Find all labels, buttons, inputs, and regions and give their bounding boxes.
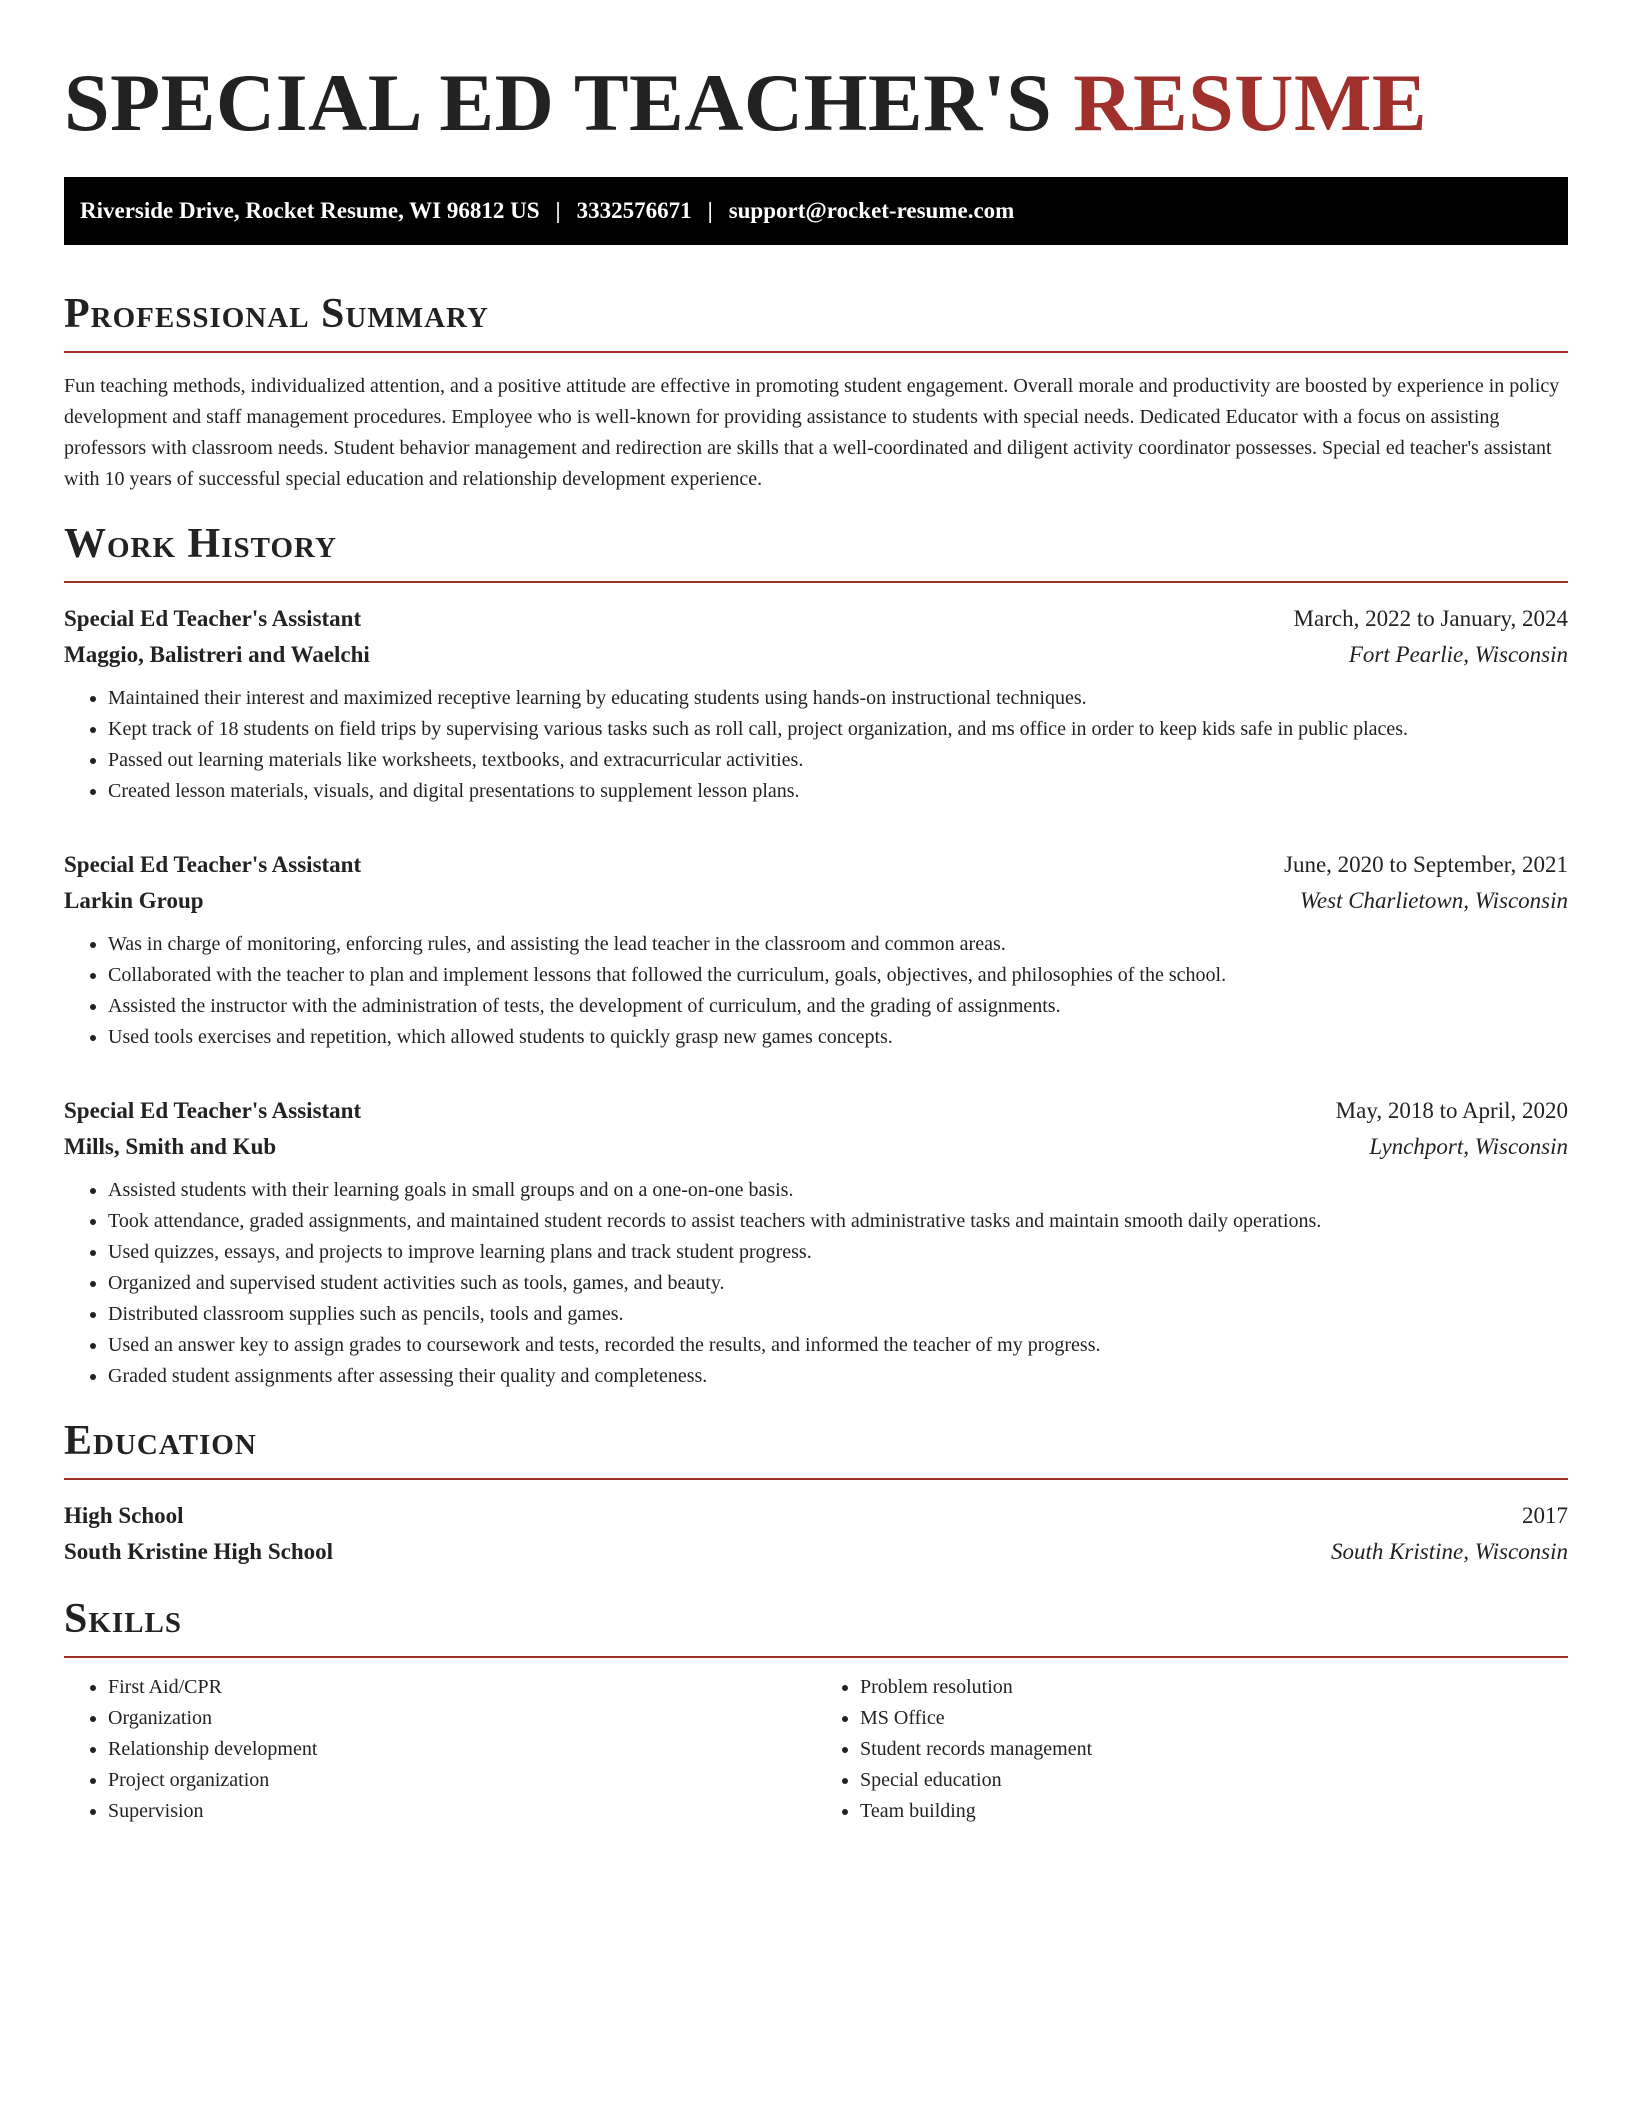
job-bullet: • Passed out learning materials like worksheets, textbooks, and extracurricular activities. xyxy=(108,745,1568,776)
job-bullet: • Distributed classroom supplies such as pencils, tools and games. xyxy=(108,1299,1568,1330)
summary-text: Fun teaching methods, individualized attention, and a positive attitude are effective in promoting student engagement. Overall morale and productivity are boosted by experience in policy development and staff management procedures. Employee who is well-known for providing assistance to students with special needs. Dedicated Educator with a focus on assisting professors with classroom needs. Student behavior management and redirection are skills that a well-coordinated and diligent activity coordinator possesses. Special ed teacher's assistant with 10 years of successful special education and relationship development experience. xyxy=(64,375,1560,490)
education-section xyxy=(64,1416,1568,1570)
job-title: Special Ed Teacher's Assistant xyxy=(64,606,362,631)
job-company: Maggio, Balistreri and Waelchi xyxy=(64,642,370,667)
job-dates: June, 2020 to September, 2021 xyxy=(1284,852,1568,877)
education-location: South Kristine, Wisconsin xyxy=(1330,1539,1568,1564)
skill-item: • Organization xyxy=(108,1703,816,1734)
section-divider xyxy=(64,1656,1568,1658)
skill-item: • Problem resolution xyxy=(860,1672,1568,1703)
job-bullet: • Assisted the instructor with the administration of tests, the development of curriculum, and the grading of assignments. xyxy=(108,991,1568,1022)
title-main: SPECIAL ED TEACHER'S xyxy=(64,57,1053,148)
skill-item: • Special education xyxy=(860,1765,1568,1796)
job-location: West Charlietown, Wisconsin xyxy=(1299,888,1568,913)
job-company: Larkin Group xyxy=(64,888,204,913)
education-heading: Education xyxy=(64,1418,257,1464)
job-bullet: • Used an answer key to assign grades to coursework and tests, recorded the results, and informed the teacher of my progress. xyxy=(108,1330,1568,1361)
skill-item: • MS Office xyxy=(860,1703,1568,1734)
education-subheader xyxy=(64,1534,1568,1570)
skills-list-left xyxy=(64,1672,816,1827)
job-bullet: • Kept track of 18 students on field trips by supervising various tasks such as roll call, project organization, and ms office in order to keep kids safe in public places. xyxy=(108,714,1568,745)
job-dates: March, 2022 to January, 2024 xyxy=(1293,606,1568,631)
skill-item: • Student records management xyxy=(860,1734,1568,1765)
skill-item: • First Aid/CPR xyxy=(108,1672,816,1703)
education-degree: High School xyxy=(64,1503,184,1528)
skills-list-right xyxy=(816,1672,1568,1827)
job-subheader xyxy=(64,883,1568,919)
job-dates: May, 2018 to April, 2020 xyxy=(1335,1098,1568,1123)
job-bullets xyxy=(64,929,1568,1053)
contact-address: Riverside Drive, Rocket Resume, WI 96812 US xyxy=(80,198,540,223)
education-year: 2017 xyxy=(1522,1503,1568,1528)
job-company: Mills, Smith and Kub xyxy=(64,1134,277,1159)
job-bullet: • Used tools exercises and repetition, which allowed students to quickly grasp new games concepts. xyxy=(108,1022,1568,1053)
skills-heading: Skills xyxy=(64,1596,183,1642)
job-bullet: • Used quizzes, essays, and projects to improve learning plans and track student progress. xyxy=(108,1237,1568,1268)
job-entry xyxy=(64,601,1568,807)
job-header xyxy=(64,1093,1568,1129)
education-header xyxy=(64,1498,1568,1534)
summary-section xyxy=(64,289,1568,495)
skills-columns xyxy=(64,1672,1568,1827)
section-divider xyxy=(64,351,1568,353)
job-title: Special Ed Teacher's Assistant xyxy=(64,852,362,877)
job-bullet: • Graded student assignments after assessing their quality and completeness. xyxy=(108,1361,1568,1392)
job-bullet: • Was in charge of monitoring, enforcing rules, and assisting the lead teacher in the classroom and common areas. xyxy=(108,929,1568,960)
job-bullets xyxy=(64,683,1568,807)
education-entry xyxy=(64,1498,1568,1570)
job-bullet: • Created lesson materials, visuals, and digital presentations to supplement lesson plans. xyxy=(108,776,1568,807)
job-header xyxy=(64,847,1568,883)
job-bullet: • Maintained their interest and maximized receptive learning by educating students using hands-on instructional techniques. xyxy=(108,683,1568,714)
skill-item: • Supervision xyxy=(108,1796,816,1827)
job-subheader xyxy=(64,1129,1568,1165)
job-entry xyxy=(64,847,1568,1053)
resume-title xyxy=(64,54,1568,152)
skill-item: • Relationship development xyxy=(108,1734,816,1765)
work-history-section xyxy=(64,519,1568,1392)
section-divider xyxy=(64,581,1568,583)
job-title: Special Ed Teacher's Assistant xyxy=(64,1098,362,1123)
job-entry xyxy=(64,1093,1568,1392)
job-subheader xyxy=(64,637,1568,673)
contact-bar xyxy=(64,177,1568,245)
contact-phone: 3332576671 xyxy=(576,198,692,223)
contact-separator: | xyxy=(555,198,561,223)
job-location: Lynchport, Wisconsin xyxy=(1369,1134,1568,1159)
contact-separator: | xyxy=(707,198,713,223)
job-header xyxy=(64,601,1568,637)
contact-email: support@rocket-resume.com xyxy=(728,198,1015,223)
summary-heading: Professional Summary xyxy=(64,291,489,337)
section-divider xyxy=(64,1478,1568,1480)
education-school: South Kristine High School xyxy=(64,1539,334,1564)
job-bullet: • Took attendance, graded assignments, and maintained student records to assist teachers with administrative tasks and maintain smooth daily operations. xyxy=(108,1206,1568,1237)
job-location: Fort Pearlie, Wisconsin xyxy=(1348,642,1568,667)
skill-item: • Project organization xyxy=(108,1765,816,1796)
skill-item: • Team building xyxy=(860,1796,1568,1827)
title-accent: RESUME xyxy=(1073,57,1428,148)
job-bullet: • Assisted students with their learning goals in small groups and on a one-on-one basis. xyxy=(108,1175,1568,1206)
job-bullet: • Organized and supervised student activities such as tools, games, and beauty. xyxy=(108,1268,1568,1299)
work-history-heading: Work History xyxy=(64,521,337,567)
job-bullets xyxy=(64,1175,1568,1392)
skills-section xyxy=(64,1594,1568,1827)
job-bullet: • Collaborated with the teacher to plan and implement lessons that followed the curriculum, goals, objectives, and philosophies of the school. xyxy=(108,960,1568,991)
